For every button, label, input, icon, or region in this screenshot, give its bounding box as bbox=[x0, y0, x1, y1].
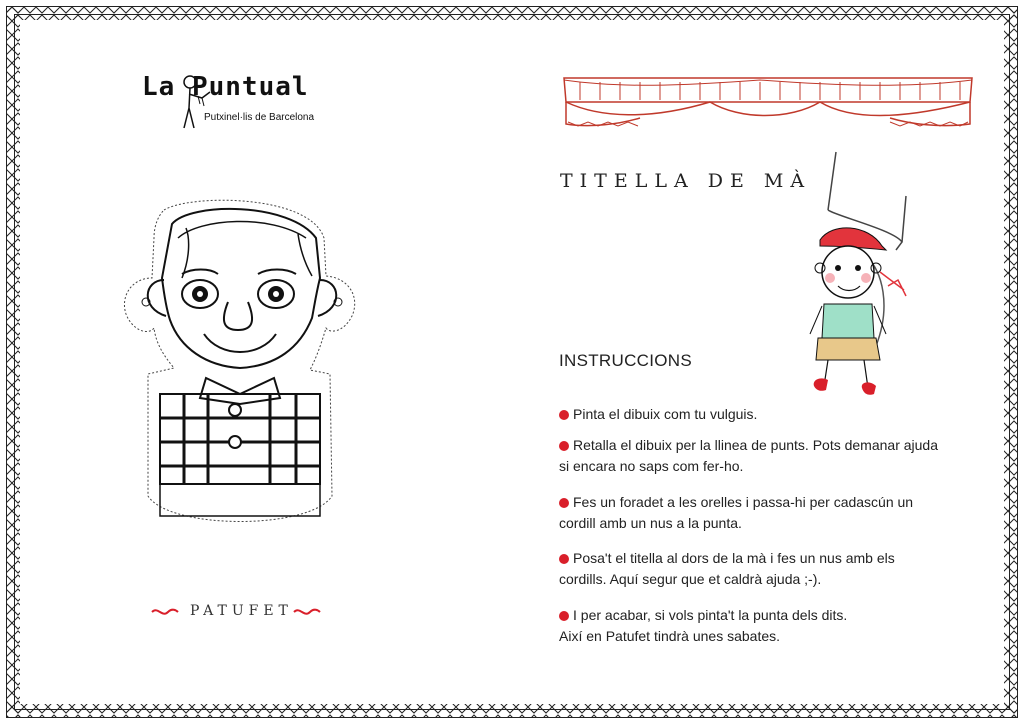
bullet-dot-icon bbox=[559, 410, 569, 420]
instructions-heading: INSTRUCCIONS bbox=[559, 351, 692, 370]
la-puntual-logo bbox=[142, 72, 342, 130]
puppet-name: PATUFET bbox=[190, 603, 293, 619]
curtain-icon bbox=[560, 68, 976, 132]
wave-icon bbox=[150, 606, 180, 618]
bullet-dot-icon bbox=[559, 554, 569, 564]
hand-puppet-icon bbox=[776, 150, 922, 402]
bullet-dot-icon bbox=[559, 441, 569, 451]
list-item: Fes un foradet a les orelles i passa-hi per cadascún un cordill amb un nus a la punta. bbox=[559, 494, 914, 531]
list-item: Pinta el dibuix com tu vulguis. bbox=[559, 404, 757, 425]
puppet-drawing-icon bbox=[120, 198, 360, 538]
wave-icon bbox=[292, 606, 322, 618]
bullet-dot-icon bbox=[559, 611, 569, 621]
page-title: TITELLA DE MÀ bbox=[560, 170, 812, 192]
logo-subtitle: Putxinel·lis de Barcelona bbox=[204, 112, 315, 123]
list-item: Posa't el titella al dors de la mà i fes un nus amb els cordills. Aquí segur que et caldrà ajuda ;-). bbox=[559, 550, 895, 587]
list-item: I per acabar, si vols pinta't la punta dels dits. Així en Patufet tindrà unes sabates. bbox=[559, 607, 848, 644]
list-item: Retalla el dibuix per la llinea de punts. Pots demanar ajuda si encara no saps com fer-ho. bbox=[559, 437, 939, 474]
bullet-dot-icon bbox=[559, 498, 569, 508]
puppet-caption bbox=[150, 600, 320, 626]
logo-name: La Puntual bbox=[142, 72, 309, 102]
